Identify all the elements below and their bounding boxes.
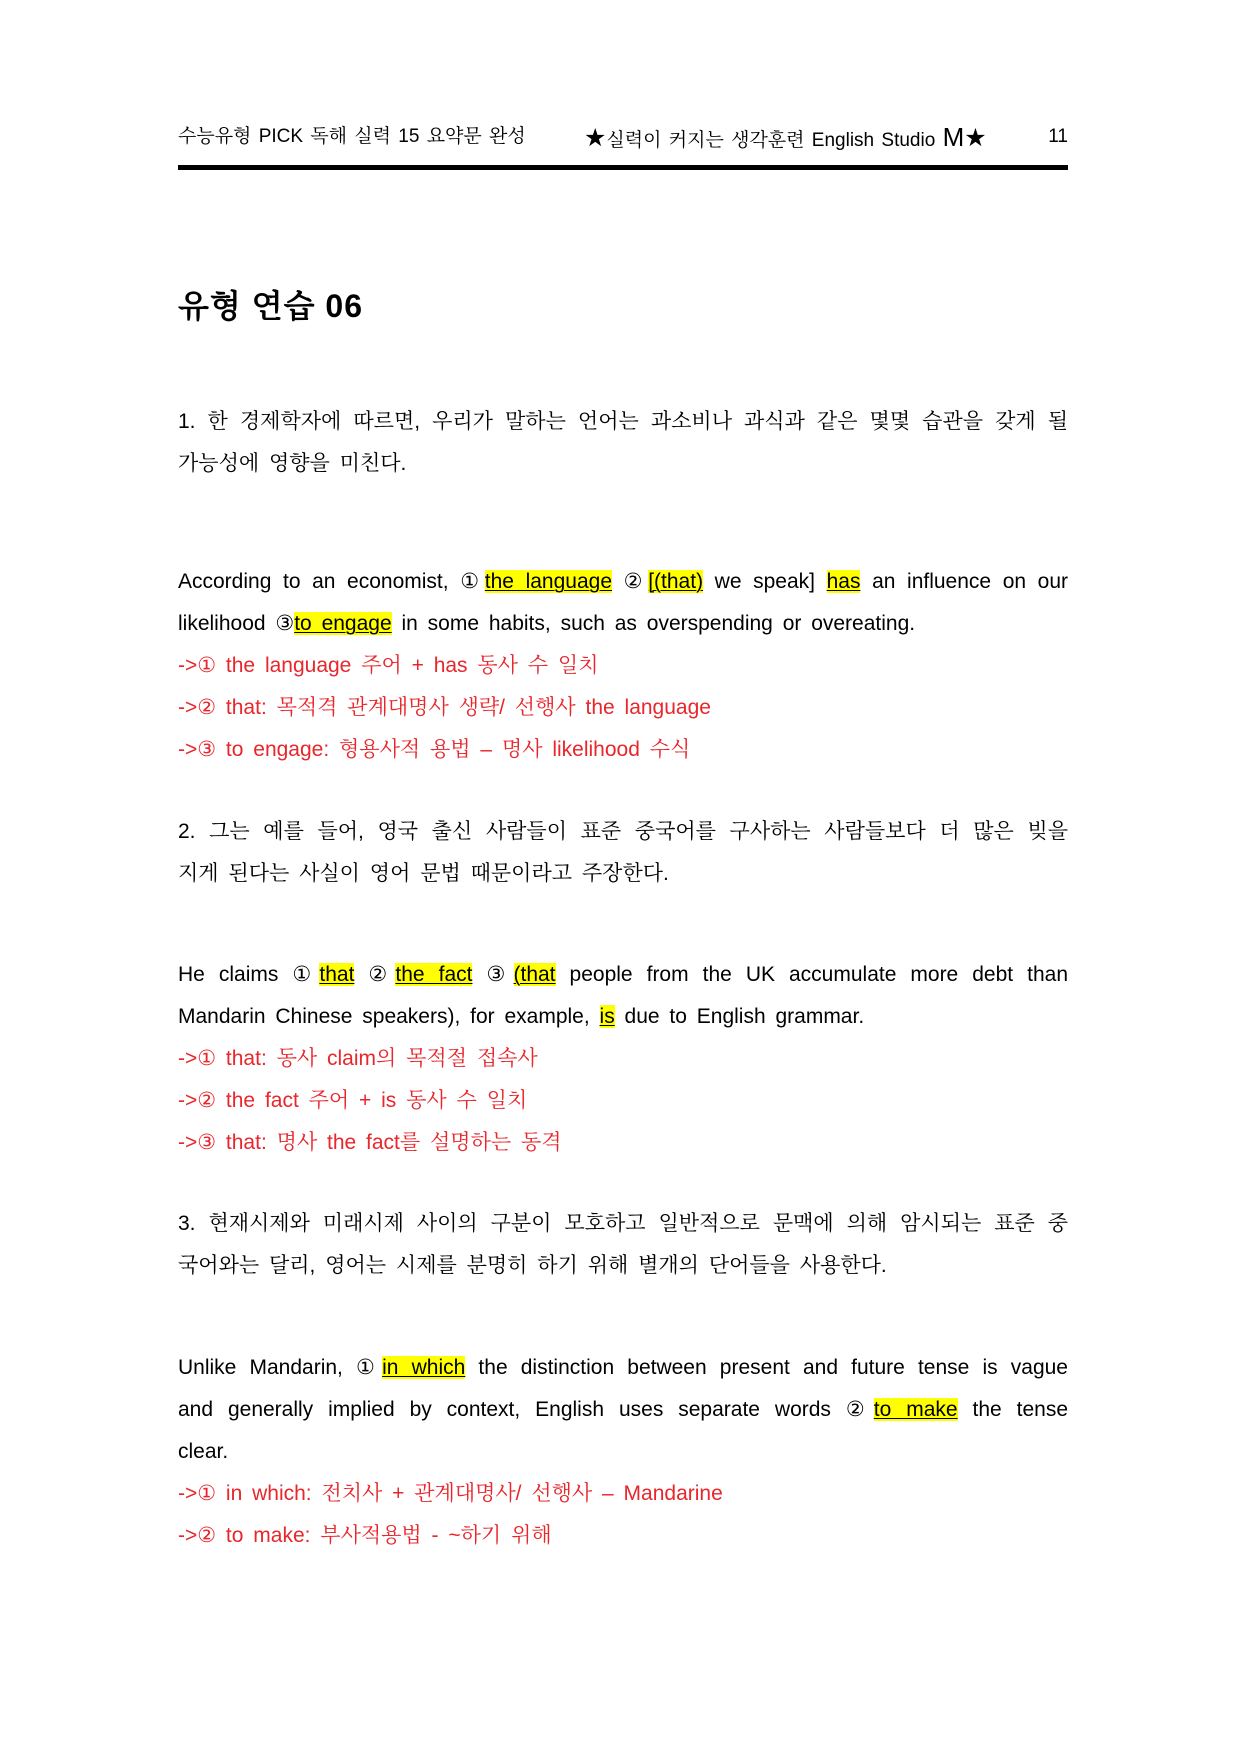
english-line xyxy=(178,1347,1068,1389)
sentence-text: ② xyxy=(612,570,649,593)
highlighted-phrase: that xyxy=(319,963,355,986)
book-title: 수능유형 PICK 독해 실력 15 요약문 완성 xyxy=(178,126,526,147)
star-icon: ★ xyxy=(964,123,987,152)
grammar-note: ->② the fact 주어 + is 동사 수 일치 xyxy=(178,1089,528,1112)
sentence-text: He claims ① xyxy=(178,963,320,986)
section-title: 유형 연습 06 xyxy=(178,288,364,324)
korean-line: 3. 현재시제와 미래시제 사이의 구분이 모호하고 일반적으로 문맥에 의해 암시되는 표준 중 xyxy=(178,1212,1068,1235)
sentence-text: we speak] xyxy=(703,570,827,593)
grammar-note: ->① the language 주어 + has 동사 수 일치 xyxy=(178,654,599,677)
highlighted-phrase: to engage xyxy=(294,612,392,635)
highlighted-phrase: is xyxy=(599,1005,615,1028)
studio-label xyxy=(584,122,987,156)
korean-line: 지게 된다는 사실이 영어 문법 때문이라고 주장한다. xyxy=(178,862,669,885)
grammar-note: ->② that: 목적격 관계대명사 생략/ 선행사 the language xyxy=(178,696,711,719)
korean-line: 2. 그는 예를 들어, 영국 출신 사람들이 표준 중국어를 구사하는 사람들보다 더 많은 빚을 xyxy=(178,820,1068,843)
highlighted-phrase: (that xyxy=(513,963,556,986)
korean-line: 국어와는 달리, 영어는 시제를 분명히 하기 위해 별개의 단어들을 사용한다. xyxy=(178,1254,887,1277)
sentence-text: Unlike Mandarin, ① xyxy=(178,1356,383,1379)
sentence-text: clear. xyxy=(178,1440,229,1463)
english-sentence-1 xyxy=(178,561,1068,771)
grammar-note: ->① in which: 전치사 + 관계대명사/ 선행사 – Mandarine xyxy=(178,1482,723,1505)
page-header xyxy=(178,122,1068,152)
sentence-text: in some habits, such as overspending or overeating. xyxy=(391,612,916,635)
highlighted-phrase: has xyxy=(826,570,861,593)
sentence-text: an influence on our xyxy=(860,570,1068,593)
korean-line: 가능성에 영향을 미친다. xyxy=(178,452,407,475)
english-line xyxy=(178,996,1068,1038)
star-icon: ★ xyxy=(584,123,607,152)
grammar-note: ->① that: 동사 claim의 목적절 접속사 xyxy=(178,1047,538,1070)
sentence-text: people from the UK accumulate more debt than xyxy=(555,963,1068,986)
highlighted-phrase: [(that) xyxy=(648,570,704,593)
studio-slogan: 실력이 커지는 생각훈련 English Studio xyxy=(606,130,936,151)
english-line xyxy=(178,603,1068,645)
grammar-note: ->③ that: 명사 the fact를 설명하는 동격 xyxy=(178,1131,562,1154)
highlighted-phrase: the language xyxy=(484,570,613,593)
highlighted-phrase: the fact xyxy=(395,963,473,986)
english-line xyxy=(178,561,1068,603)
highlighted-phrase: to make xyxy=(873,1398,958,1421)
english-line xyxy=(178,954,1068,996)
header-rule xyxy=(178,165,1068,170)
korean-sentence-2 xyxy=(178,811,1068,895)
sentence-text: due to English grammar. xyxy=(614,1005,865,1028)
grammar-note: ->② to make: 부사적용법 - ~하기 위해 xyxy=(178,1524,552,1547)
sentence-text: ② xyxy=(354,963,396,986)
studio-logo-letter: M xyxy=(942,122,965,152)
english-sentence-3 xyxy=(178,1347,1068,1557)
english-sentence-2 xyxy=(178,954,1068,1164)
sentence-text: likelihood ③ xyxy=(178,612,295,635)
english-line xyxy=(178,1431,1068,1473)
korean-line: 1. 한 경제학자에 따르면, 우리가 말하는 언어는 과소비나 과식과 같은 몇몇 습관을 갖게 될 xyxy=(178,410,1068,433)
korean-sentence-1 xyxy=(178,401,1068,485)
sentence-text: the tense xyxy=(957,1398,1069,1421)
sentence-text: ③ xyxy=(472,963,514,986)
highlighted-phrase: in which xyxy=(382,1356,466,1379)
page-number: 11 xyxy=(1048,126,1068,147)
grammar-note: ->③ to engage: 형용사적 용법 – 명사 likelihood 수식 xyxy=(178,738,691,761)
sentence-text: According to an economist, ① xyxy=(178,570,485,593)
sentence-text: the distinction between present and future tense is vague xyxy=(465,1356,1068,1379)
english-line xyxy=(178,1389,1068,1431)
sentence-text: and generally implied by context, English uses separate words ② xyxy=(178,1398,874,1421)
korean-sentence-3 xyxy=(178,1203,1068,1287)
sentence-text: Mandarin Chinese speakers), for example, xyxy=(178,1005,600,1028)
